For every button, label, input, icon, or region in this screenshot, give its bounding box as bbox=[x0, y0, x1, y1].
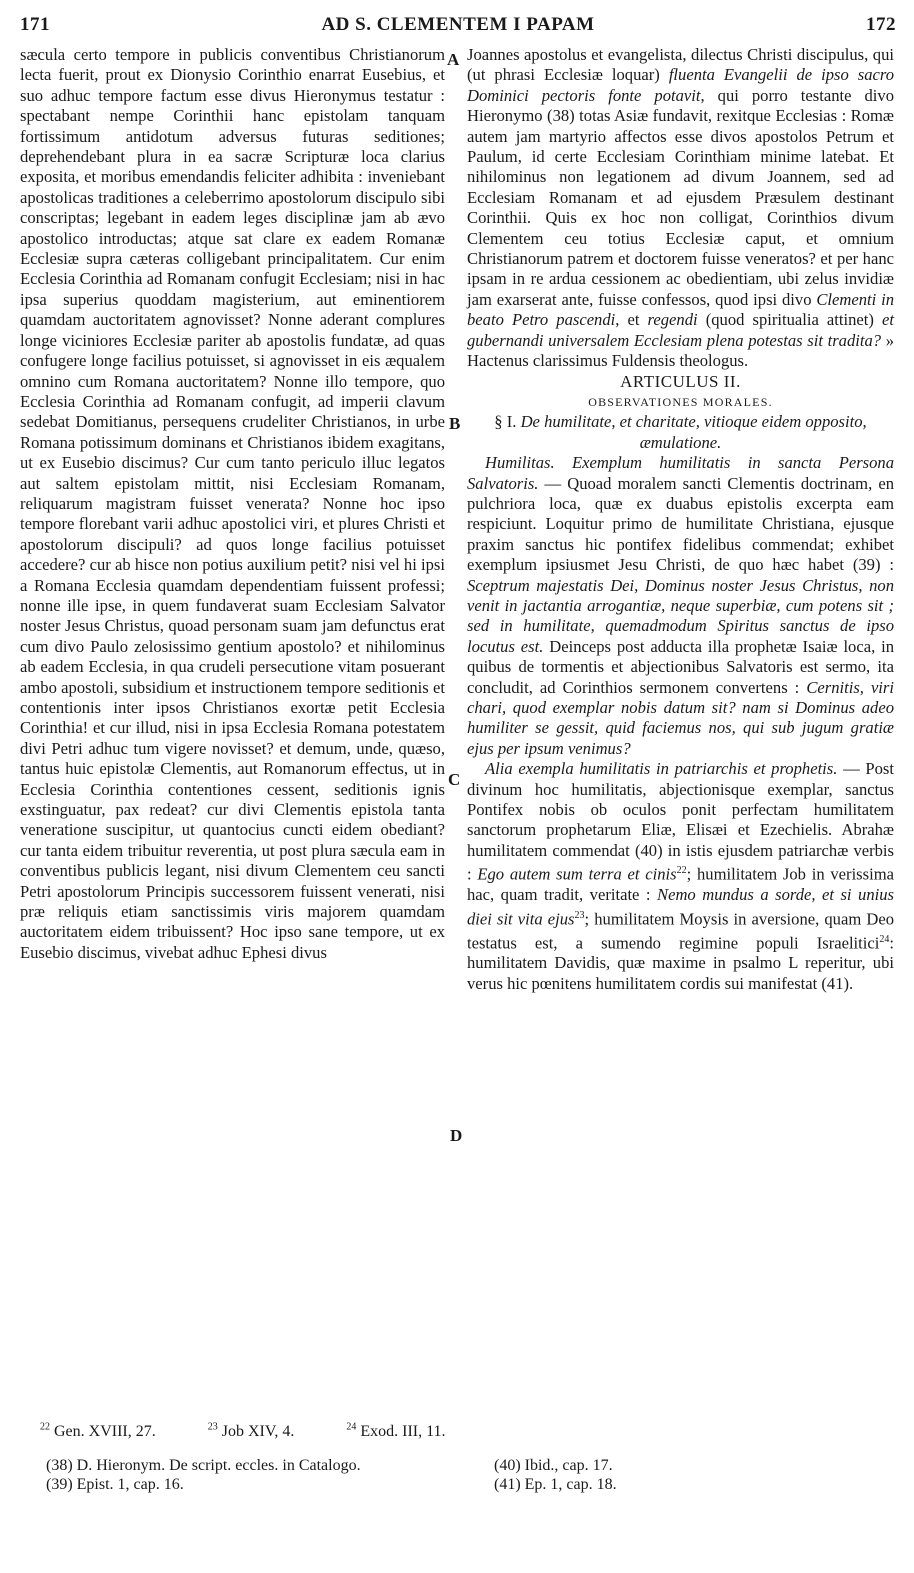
scripture-ref: $^{23}$ Job XIV, 4. bbox=[207, 1422, 295, 1441]
footnote: (39) Epist. 1, cap. 16. bbox=[46, 1476, 184, 1493]
running-header bbox=[20, 14, 896, 40]
right-column bbox=[467, 45, 894, 994]
footnotes-left bbox=[46, 1456, 361, 1494]
article-title: ARTICULUS II. bbox=[620, 371, 741, 391]
running-title: AD S. CLEMENTEM I PAPAM bbox=[321, 14, 595, 35]
margin-letter-a: A bbox=[447, 50, 460, 69]
footnotes-right bbox=[494, 1456, 617, 1494]
footnote: (41) Ep. 1, cap. 18. bbox=[494, 1476, 617, 1493]
left-column-text: sæcula certo tempore in publicis conventibus Christianorum lecta fuerit, prout ex Dionysio Corinthio enarrat Eusebius, et suo adhuc tempore factum esse divus Hieronymus testatur : spectabant nempe Corinthii hanc epistolam tanquam fortissimum antidotum adversus futuras seditiones; deprehendebant plura in ea sacræ Scripturæ loca clarius exposita, et moribus emendandis feliciter adhibita : inveniebant apostolicas traditiones a celeberrimo apostolorum discipulo sibi conscriptas; legebant in eadem leges disciplinæ jam ab ævo apostolico introductas; atque sat clare ex eadem Romanæ Ecclesiæ supra cæteras colligebant principalitatem. Cur enim Ecclesia Corinthia ad Romanam confugit Ecclesiam; nisi in hac ipsa superius quoddam magisterium, aut eminentiorem quamdam auctoritatem agnovisset? Nonne aderant complures longe viciniores Ecclesiæ pariter ab apostolis fundatæ, ad quas confugere longe facilius potuisset, si agnovisset in eis æqualem omnino cum Romana auctoritatem? Nonne illo tempore, quo Ecclesia Corinthia ad Romanam confugit, ad imperii clavum sedebat Domitianus, persequens crudeliter Christianos, in urbe Romana potissimum dominans et Christianos ibidem exagitans, ut ex Eusebio discimus? Cur cum tanto periculo illuc legatos aut saltem epistolam mittit, nisi Ecclesiam Romanam, reliquarum magistram fuisset venerata? Nonne hoc ipso tempore florebant varii adhuc apostolici viri, et plures Christi et apostolorum discipuli? ad quos longe facilius potuisset accedere? cur ab hisce non potius auxilium petit? nisi vel hi ipsi a Romana Ecclesia quamdam dependentiam fuissent professi; nonne ille ipse, in quem fundaverat suam Ecclesiam Salvator noster Jesus Christus, quoad personam suam jam defunctus erat cum divo Paulo zelosissimo gentium apostolo? et nihilominus ab eadem Ecclesia, in qua crudeli persecutione vitam posuerant ambo apostoli, subsidium et instructionem tempore seditionis et contentionis inter ipsos Christianos exortæ petit Ecclesia Corinthia! et cur illud, nisi in ipsa Ecclesia Romana potestatem divi Petri adhuc tum vigere novisset? et demum, unde, quæso, tantus huic epistolæ Clementis, aut Romanorum effectus, ut in Ecclesia Corinthia contentiones cessent, seditionis ignis exstinguatur, pax redeat? cur divi Clementis epistola tanta veneratione suscipitur, ut quantocius cuncti eidem obediant? cur tanta eidem tribuitur reverentia, ut post plura sæcula eam in conventibus publicis legant, nisi divum Clementem ceu sancti Petri apostolorum Principis successorem fuissent venerati, nisi præ reliquis etiam sanctissimis viris majorem quamdam auctoritatem eidem tribuissent? Hoc ipso sane tempore, ut ex Eusebio discimus, vivebat adhuc Ephesi divus bbox=[20, 45, 445, 962]
footnote: (40) Ibid., cap. 17. bbox=[494, 1457, 613, 1474]
scripture-references bbox=[40, 1422, 494, 1441]
margin-letter-c: C bbox=[448, 770, 461, 789]
left-column bbox=[20, 45, 445, 963]
margin-letter-d: D bbox=[450, 1126, 463, 1145]
right-paragraph-1: Joannes apostolus et evangelista, dilectus Christi discipulus, qui (ut phrasi Ecclesiæ loquar) fluenta Evangelii de ipso sacro Dominici pectoris fonte potavit, qui porro testante divo Hieronymo (38) totas Asiæ fundavit, rexitque Ecclesias : Romæ autem jam martyrio affectos esse divos apostolos Petrum et Paulum, id certe Ecclesiam Corinthiam minime latebat. Et nihilominus non legationem ad divum Joannem, sed ad Ecclesiam Romanam et ad ejusdem Præsulem destinant Corinthii. Quis ex hoc non colligat, Corinthios divum Clementem ceu totius Ecclesiæ caput, et omnium Christianorum patrem et doctorem fuisse veneratos? et per hanc ipsam in re ardua cessionem ac obedientiam, ubi zelus invidiæ jam exarserat ante, fuisse confessos, quod ipsi divo Clementi in beato Petro pascendi, et regendi (quod spiritualia attinet) et gubernandi universalem Ecclesiam plena potestas sit tradita? » Hactenus clarissimus Fuldensis theologus. bbox=[467, 45, 895, 371]
scripture-ref: $^{22}$ Gen. XVIII, 27. bbox=[40, 1422, 156, 1441]
right-paragraph-2: Humilitas. Exemplum humilitatis in sancta Persona Salvatoris. — Quoad moralem sancti Clementis doctrinam, en pulchriora loca, quæ ex duabus epistolis excerpta eam respiciunt. Loquitur primo de humilitate Christiana, ejusque praxim sanctus hic pontifex fidelibus commendat; exhibet exemplum ipsiusmet Jesu Christi, de quo hæc habet (39) : Sceptrum majestatis Dei, Dominus noster Jesus Christus, non venit in jactantia arrogantiæ, neque superbiæ, cum potens sit ; sed in humilitate, quemadmodum Spiritus sanctus de ipso locutus est. Deinceps post adducta illa prophetæ Isaiæ loca, in quibus de tormentis et abjectionibus Salvatoris est sermo, ita concludit, ad Corinthios sermonem convertens : Cernitis, viri chari, quod exemplar nobis datum sit? nam si Dominus adeo humiliter se gessit, quid faciemus nos, qui sub jugum gratiæ ejus per ipsum venimus? bbox=[467, 453, 894, 758]
article-subtitle: OBSERVATIONES MORALES. bbox=[588, 394, 773, 409]
right-paragraph-3: Alia exempla humilitatis in patriarchis et prophetis. — Post divinum hoc humilitatis, abjectionisque exemplar, sanctus Pontifex nobis ob oculos ponit perfectam humilitatem sanctorum prophetarum Eliæ, Elisæi et Ezechielis. Abrahæ humilitatem commendat (40) in istis ejusdem patriarchæ verbis : Ego autem sum terra et cinis$^{22}$; humilitatem Job in verissima hac, quam tradit, veritate : Nemo mundus a sorde, et si unius diei sit vita ejus$^{23}$; humilitatem Moysis in aversione, quam Deo testatus est, a sumendo regimine populi Israelitici$^{24}$: humilitatem Davidis, quæ maxime in psalmo L reperitur, ubi verus hic pœnitens humilitatem cordis sui manifestat (41). bbox=[467, 759, 894, 993]
margin-letter-b: B bbox=[449, 414, 461, 433]
footnote: (38) D. Hieronym. De script. eccles. in Catalogo. bbox=[46, 1457, 361, 1474]
page-number-right: 172 bbox=[866, 14, 896, 35]
page-number-left: 171 bbox=[20, 14, 50, 35]
section-title: § I. De humilitate, et charitate, vitioque eidem opposito, æmulatione. bbox=[494, 412, 867, 452]
scripture-ref: $^{24}$ Exod. III, 11. bbox=[346, 1422, 446, 1441]
